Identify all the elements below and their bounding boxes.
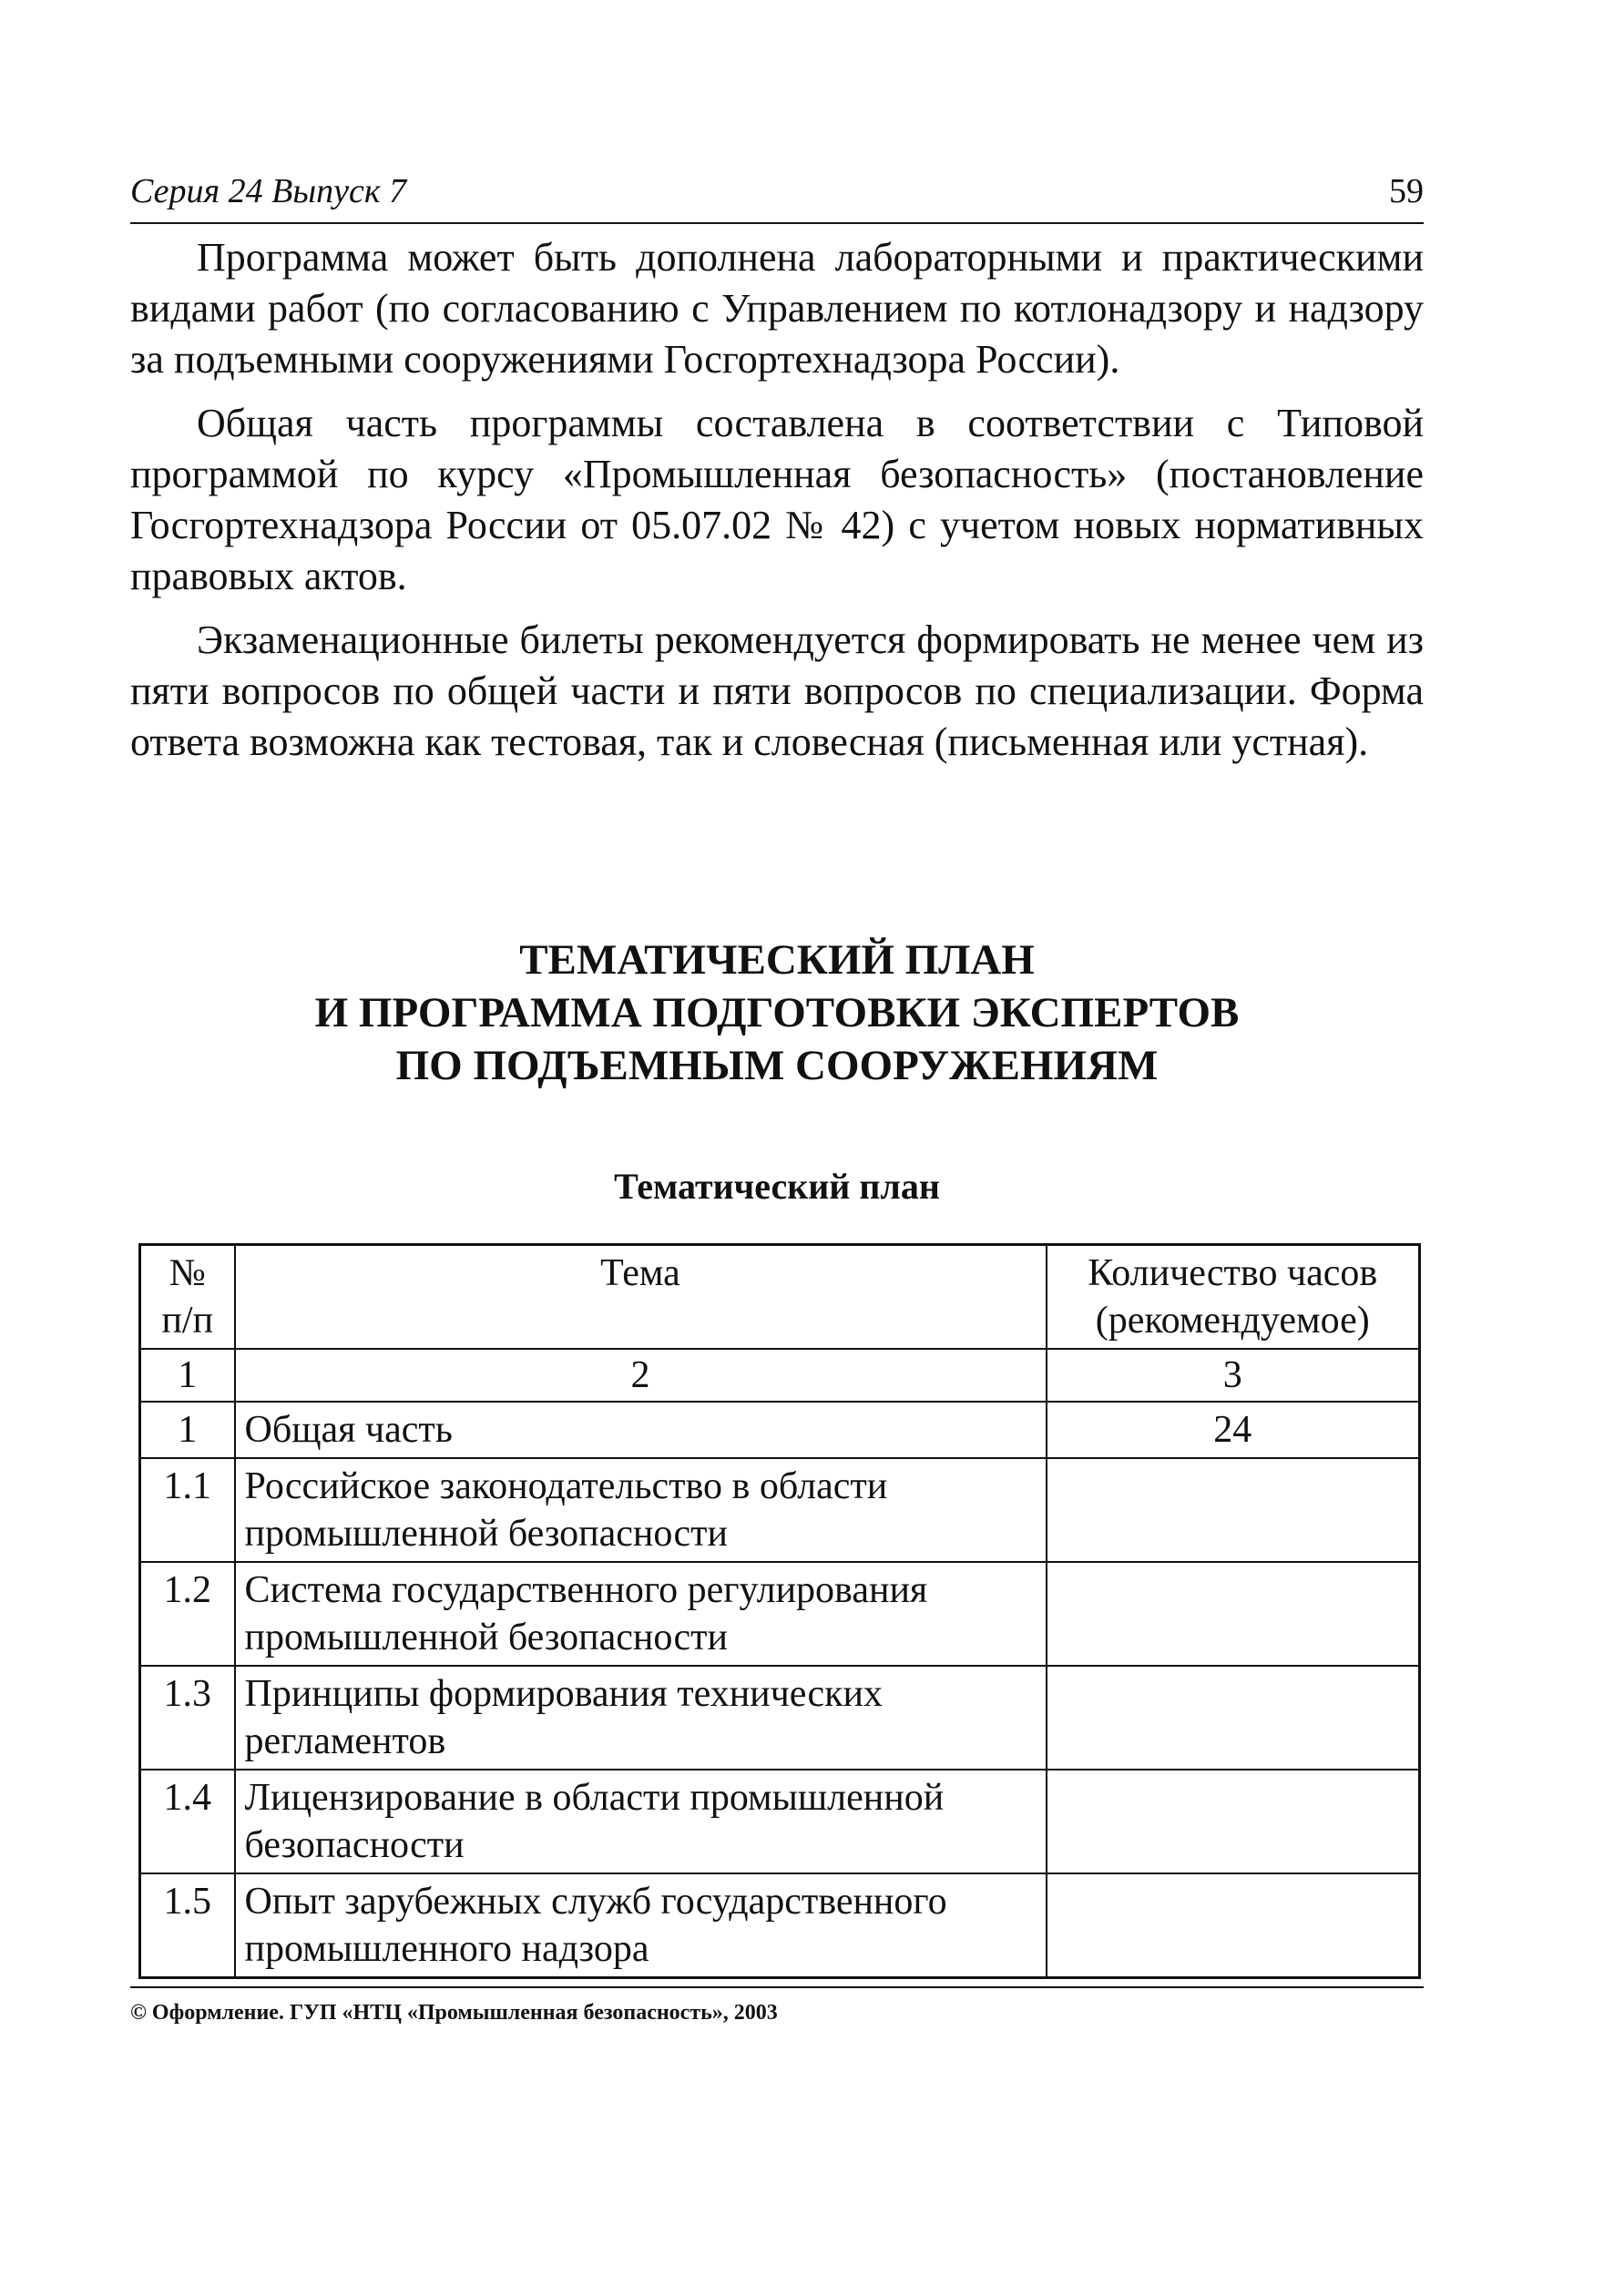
running-header (130, 166, 1424, 224)
table-row (140, 1562, 1420, 1666)
row-num: 1.3 (140, 1666, 235, 1770)
row-hours (1047, 1770, 1420, 1873)
series-label: Серия 24 Выпуск 7 (130, 172, 407, 210)
page-number: 59 (1389, 172, 1424, 210)
table-row (140, 1458, 1420, 1562)
row-hours (1047, 1873, 1420, 1978)
column-index: 2 (235, 1349, 1047, 1402)
section-title-line: ТЕМАТИЧЕСКИЙ ПЛАН (519, 936, 1035, 984)
paragraph: Программа может быть дополнена лабораторными и практическими видами работ (по согласованию с Управлением по котлонадзору и надзору за подъемными сооружениями Госгортехнадзора России). (130, 235, 1424, 382)
table-row (140, 1873, 1420, 1978)
row-hours (1047, 1666, 1420, 1770)
table-row (140, 1770, 1420, 1873)
row-hours (1047, 1458, 1420, 1562)
footer-divider (130, 1986, 1424, 1988)
row-hours (1047, 1562, 1420, 1666)
section-title-line: И ПРОГРАММА ПОДГОТОВКИ ЭКСПЕРТОВ (314, 989, 1240, 1036)
row-topic: Общая часть (235, 1402, 1047, 1458)
row-topic: Опыт зарубежных служб государственного промышленного надзора (235, 1873, 1047, 1978)
column-index: 1 (140, 1349, 235, 1402)
paragraph: Общая часть программы составлена в соответствии с Типовой программой по курсу «Промышленная безопасность» (постановление Госгортехнадзора России от 05.07.02 № 42) с учетом новых нормативных правовых актов. (130, 401, 1424, 598)
copyright-footer: © Оформление. ГУП «НТЦ «Промышленная безопасность», 2003 (130, 2001, 778, 2025)
row-topic: Лицензирование в области промышленной безопасности (235, 1770, 1047, 1873)
row-num: 1.2 (140, 1562, 235, 1666)
row-topic: Система государственного регулирования промышленной безопасности (235, 1562, 1047, 1666)
column-index: 3 (1047, 1349, 1420, 1402)
thematic-plan-table (138, 1243, 1421, 1979)
section-title-line: ПО ПОДЪЕМНЫМ СООРУЖЕНИЯМ (395, 1042, 1159, 1089)
table-row (140, 1402, 1420, 1458)
row-topic: Принципы формирования технических регламентов (235, 1666, 1047, 1770)
table-row (140, 1666, 1420, 1770)
row-num: 1.5 (140, 1873, 235, 1978)
header-num: № п/п (140, 1245, 235, 1350)
column-index-row (140, 1349, 1420, 1402)
row-hours: 24 (1047, 1402, 1420, 1458)
row-num: 1.4 (140, 1770, 235, 1873)
header-hours: Количество часов (рекомендуемое) (1047, 1245, 1420, 1350)
table-caption: Тематический план (614, 1166, 940, 1207)
table-header-row (140, 1245, 1420, 1350)
body-text (130, 232, 1424, 781)
header-topic: Тема (235, 1245, 1047, 1350)
row-topic: Российское законодательство в области промышленной безопасности (235, 1458, 1047, 1562)
paragraph: Экзаменационные билеты рекомендуется формировать не менее чем из пяти вопросов по общей части и пяти вопросов по специализации. Форма ответа возможна как тестовая, так и словесная (письменная или устная). (130, 617, 1424, 764)
section-title (130, 934, 1424, 1092)
row-num: 1.1 (140, 1458, 235, 1562)
row-num: 1 (140, 1402, 235, 1458)
